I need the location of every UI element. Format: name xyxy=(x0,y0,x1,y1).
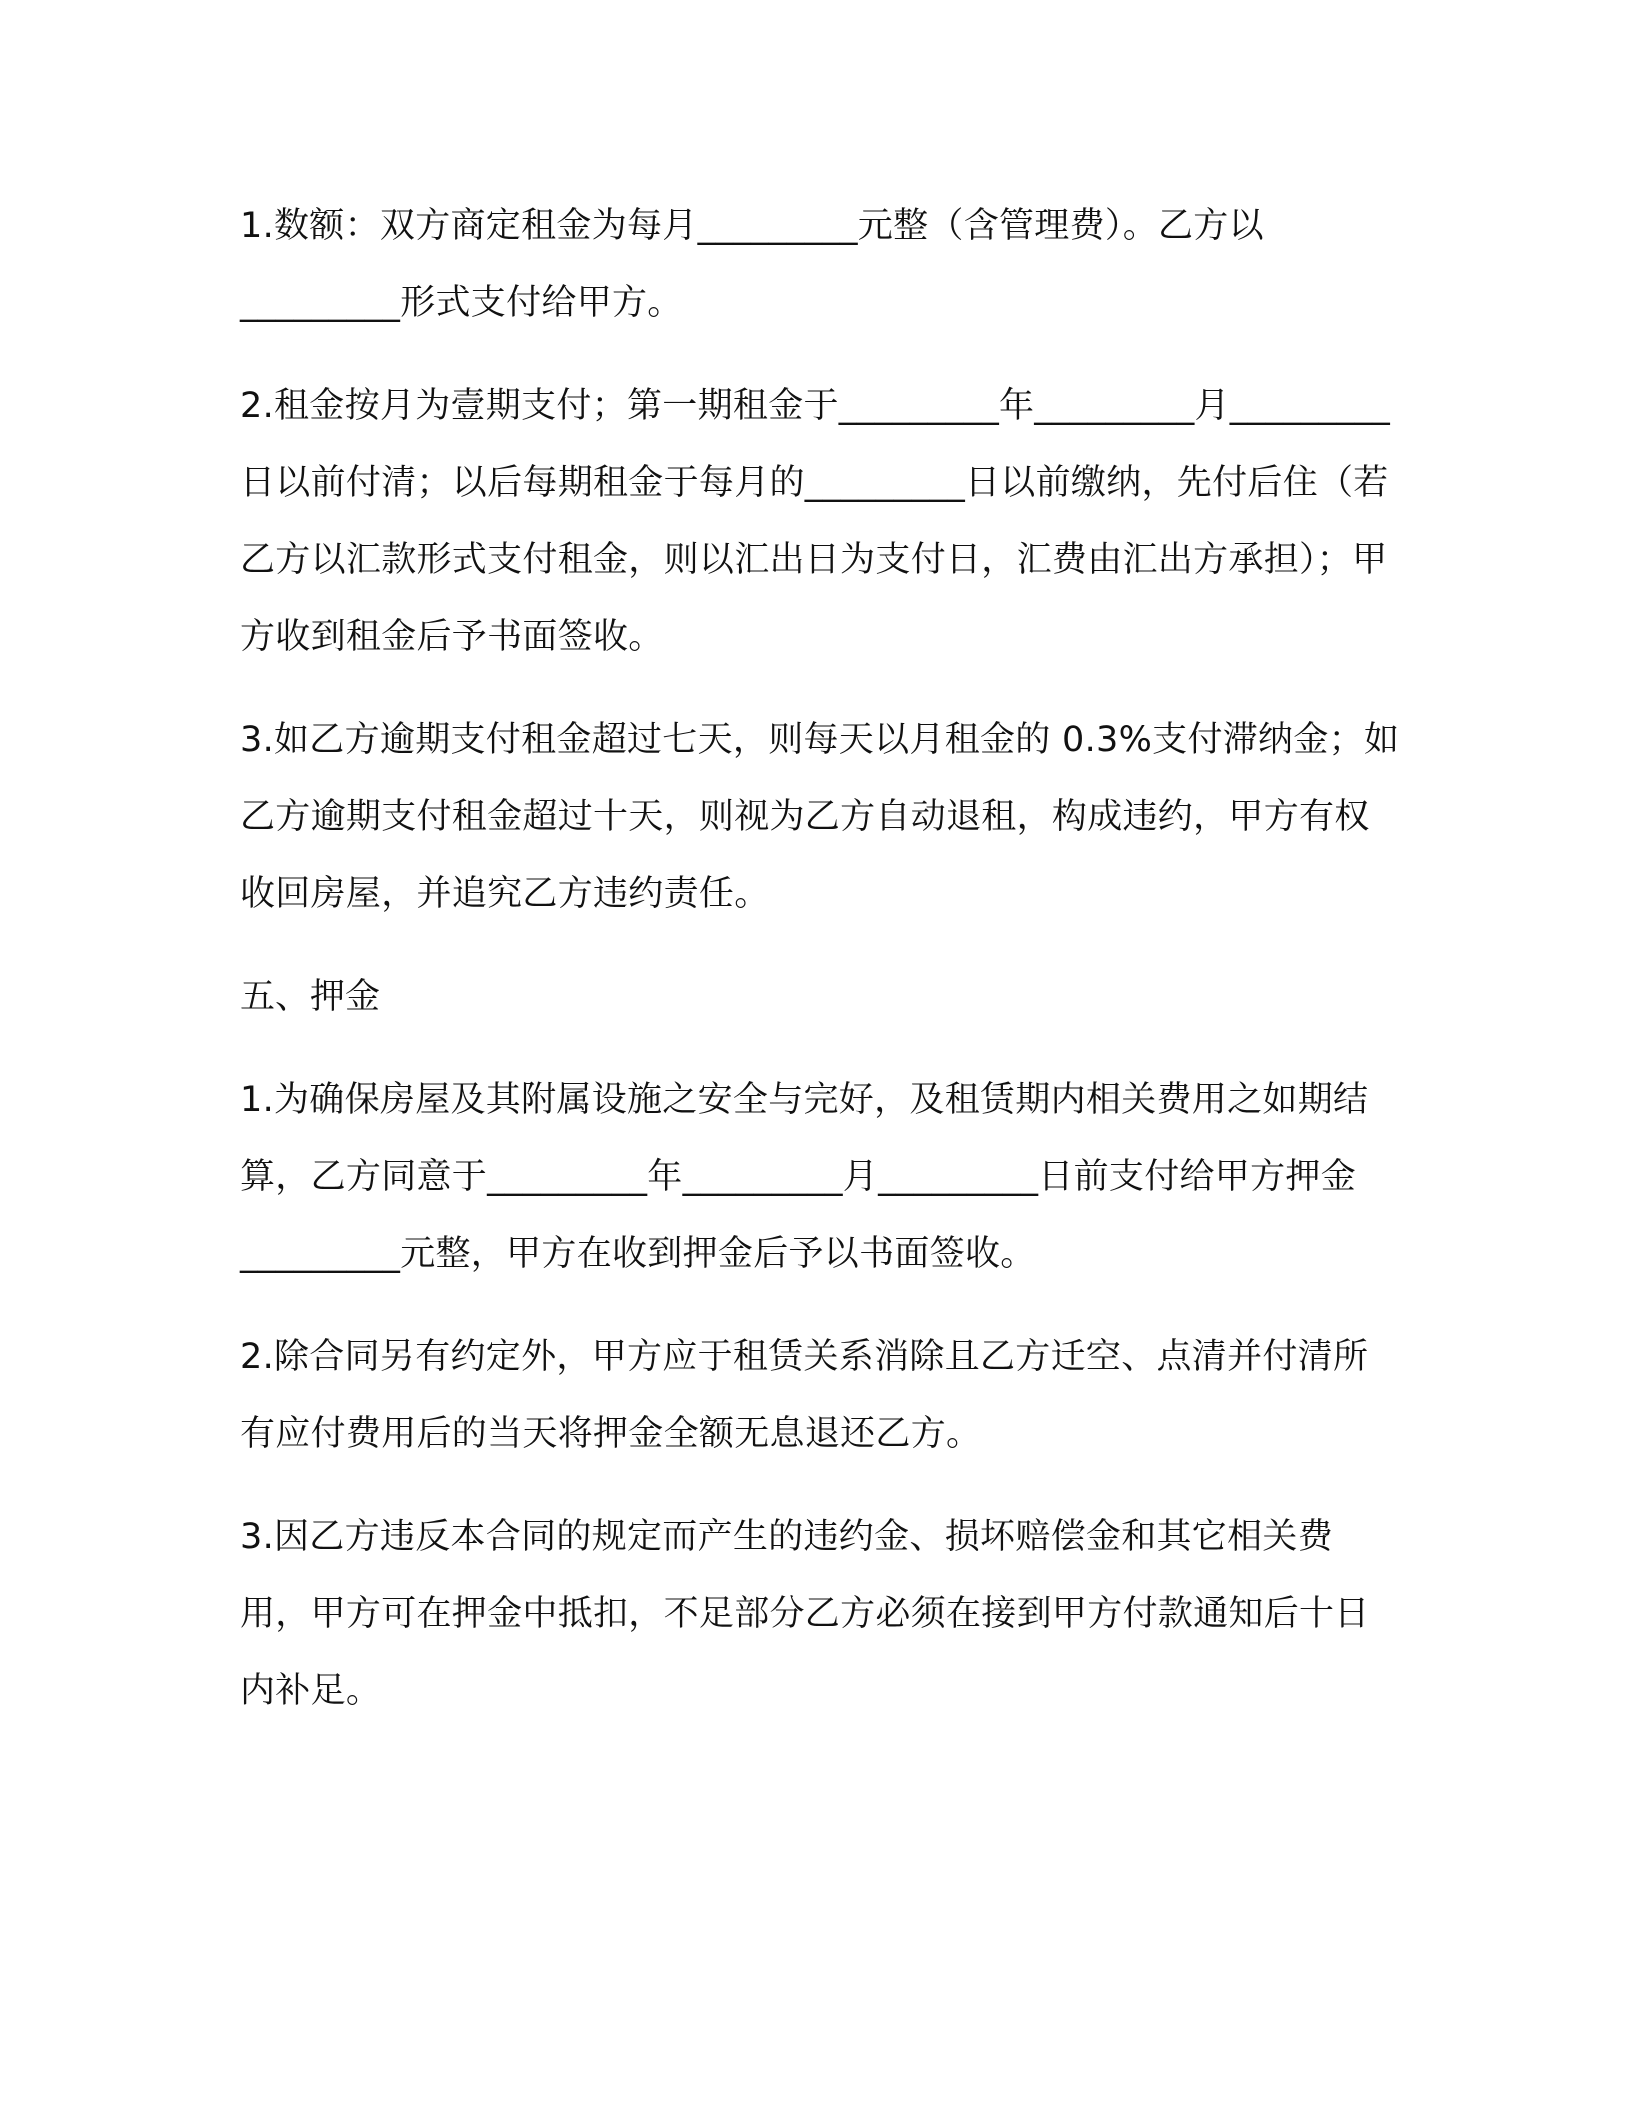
rent-clause-2: 2.租金按月为壹期支付；第一期租金于_________年_________月_________日以前付清；以后每期租金于每月的_________日以前缴纳，先付后住（若乙方以汇款形式支付租金，则以汇出日为支付日，汇费由汇出方承担）；甲方收到租金后予书面签收。 xyxy=(240,386,1390,657)
rent-clause-1: 1.数额：双方商定租金为每月_________元整（含管理费）。乙方以_________形式支付给甲方。 xyxy=(240,206,1264,323)
deposit-clause-2: 2.除合同另有约定外，甲方应于租赁关系消除且乙方迁空、点清并付清所有应付费用后的当天将押金全额无息退还乙方。 xyxy=(240,1337,1369,1454)
rent-clause-3: 3.如乙方逾期支付租金超过七天，则每天以月租金的 0.3%支付滞纳金；如乙方逾期支付租金超过十天，则视为乙方自动退租，构成违约，甲方有权收回房屋，并追究乙方违约责任。 xyxy=(240,720,1400,914)
deposit-clause-1: 1.为确保房屋及其附属设施之安全与完好，及租赁期内相关费用之如期结算，乙方同意于_________年_________月_________日前支付给甲方押金_________元整，甲方在收到押金后予以书面签收。 xyxy=(240,1080,1369,1274)
document-page xyxy=(240,188,1400,1756)
deposit-section-heading: 五、押金 xyxy=(240,977,381,1017)
deposit-clause-3: 3.因乙方违反本合同的规定而产生的违约金、损坏赔偿金和其它相关费用，甲方可在押金中抵扣，不足部分乙方必须在接到甲方付款通知后十日内补足。 xyxy=(240,1517,1370,1711)
